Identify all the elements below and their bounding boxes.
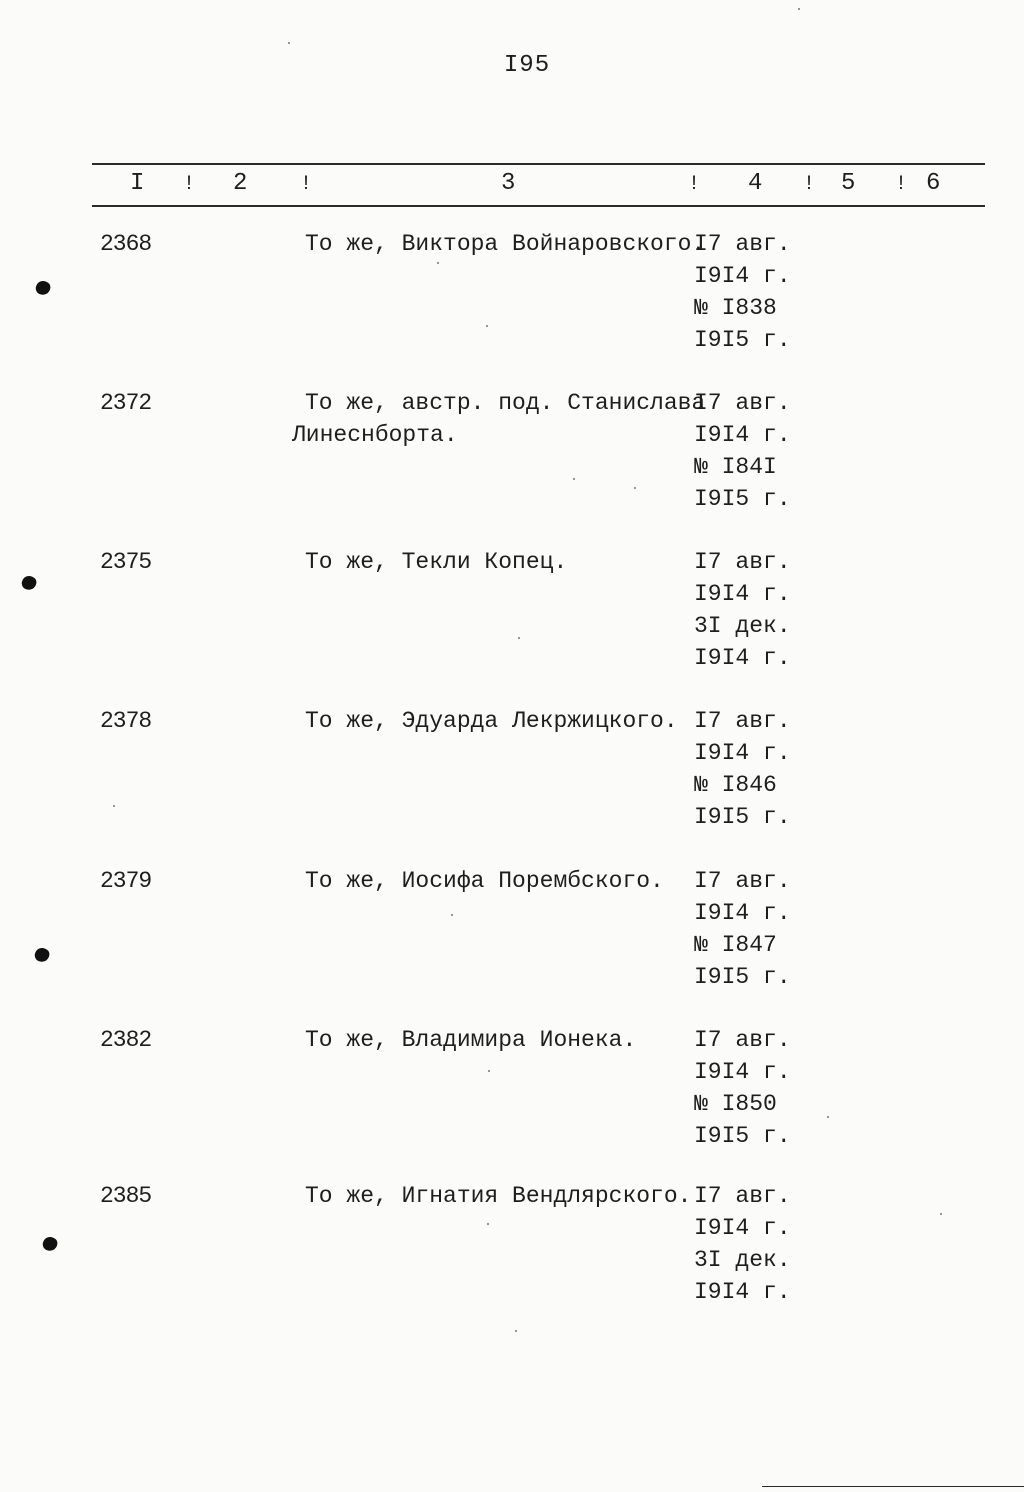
footer-rule: [762, 1486, 1024, 1487]
date-line: I7 авг.: [694, 231, 791, 257]
entry-number: 2385: [100, 1183, 152, 1209]
date-line: I9I4 г.: [694, 1215, 791, 1241]
date-line: I9I4 г.: [694, 263, 791, 289]
header-col-6: 6: [926, 170, 941, 197]
date-line: I9I4 г.: [694, 581, 791, 607]
header-separator: !: [803, 173, 816, 196]
scan-speck: [573, 478, 575, 480]
scan-speck: [437, 262, 439, 264]
entry-description: То же, Владимира Ионека.: [305, 1027, 637, 1053]
entry-description: То же, Иосифа Порембского.: [305, 868, 664, 894]
entry-description: То же, Виктора Войнаровского.: [305, 231, 706, 257]
table-header: [0, 170, 1024, 198]
date-line: I9I4 г.: [694, 1279, 791, 1305]
list-item: [0, 228, 1024, 358]
date-line: I9I5 г.: [694, 327, 791, 353]
entry-description: То же, Эдуарда Лекржицкого.: [305, 708, 678, 734]
date-line: № I846: [694, 772, 777, 798]
entry-dates: [694, 865, 791, 993]
entry-dates: [694, 546, 791, 674]
date-line: № I847: [694, 932, 777, 958]
entry-dates: [694, 1024, 791, 1152]
scan-speck: [113, 805, 115, 807]
date-line: I9I4 г.: [694, 645, 791, 671]
date-line: I7 авг.: [694, 1027, 791, 1053]
header-col-3: 3: [501, 170, 516, 197]
header-top-rule: [92, 163, 985, 165]
header-col-5: 5: [841, 170, 856, 197]
entry-number: 2378: [100, 708, 152, 734]
entry-dates: [694, 1180, 791, 1308]
date-line: I9I5 г.: [694, 486, 791, 512]
scan-speck: [451, 914, 453, 916]
date-line: № I838: [694, 295, 777, 321]
list-item: [0, 1180, 1024, 1310]
date-line: I7 авг.: [694, 1183, 791, 1209]
entry-dates: [694, 387, 791, 515]
entry-number: 2382: [100, 1027, 152, 1053]
date-line: I9I5 г.: [694, 1123, 791, 1149]
date-line: I7 авг.: [694, 549, 791, 575]
scan-speck: [518, 637, 520, 639]
scan-speck: [515, 1330, 517, 1332]
entry-number: 2368: [100, 231, 152, 257]
list-item: [0, 546, 1024, 676]
list-item: [0, 387, 1024, 517]
date-line: № I850: [694, 1091, 777, 1117]
header-col-2: 2: [233, 170, 248, 197]
scan-speck: [486, 325, 488, 327]
date-line: I9I4 г.: [694, 900, 791, 926]
entry-description: То же, Игнатия Вендлярского.: [305, 1183, 692, 1209]
date-line: I7 авг.: [694, 708, 791, 734]
scan-speck: [634, 487, 636, 489]
entry-number: 2372: [100, 390, 152, 416]
date-line: I9I5 г.: [694, 964, 791, 990]
entry-number: 2375: [100, 549, 152, 575]
date-line: I9I4 г.: [694, 422, 791, 448]
date-line: 3I дек.: [694, 1247, 791, 1273]
header-separator: !: [300, 173, 313, 196]
list-item: [0, 1024, 1024, 1154]
header-separator: !: [895, 173, 908, 196]
date-line: I9I4 г.: [694, 1059, 791, 1085]
header-separator: !: [183, 173, 196, 196]
date-line: I7 авг.: [694, 868, 791, 894]
entry-dates: [694, 705, 791, 833]
date-line: № I84I: [694, 454, 777, 480]
header-separator: !: [688, 173, 701, 196]
entry-description-continued: Линеснборта.: [292, 422, 458, 448]
entry-description: То же, Текли Копец.: [305, 549, 568, 575]
scan-speck: [798, 8, 800, 10]
date-line: I9I5 г.: [694, 804, 791, 830]
header-col-1: I: [130, 170, 145, 197]
scan-speck: [827, 1116, 829, 1118]
page-number: I95: [503, 52, 551, 79]
scan-speck: [487, 1223, 489, 1225]
scan-speck: [940, 1213, 942, 1215]
date-line: I9I4 г.: [694, 740, 791, 766]
header-bottom-rule: [92, 205, 985, 207]
date-line: 3I дек.: [694, 613, 791, 639]
list-item: [0, 865, 1024, 995]
list-item: [0, 705, 1024, 835]
header-col-4: 4: [748, 170, 763, 197]
entry-dates: [694, 228, 791, 356]
scan-speck: [488, 1070, 490, 1072]
entry-description: То же, австр. под. Станислава: [305, 390, 706, 416]
scan-speck: [288, 42, 290, 44]
entry-number: 2379: [100, 868, 152, 894]
date-line: I7 авг.: [694, 390, 791, 416]
